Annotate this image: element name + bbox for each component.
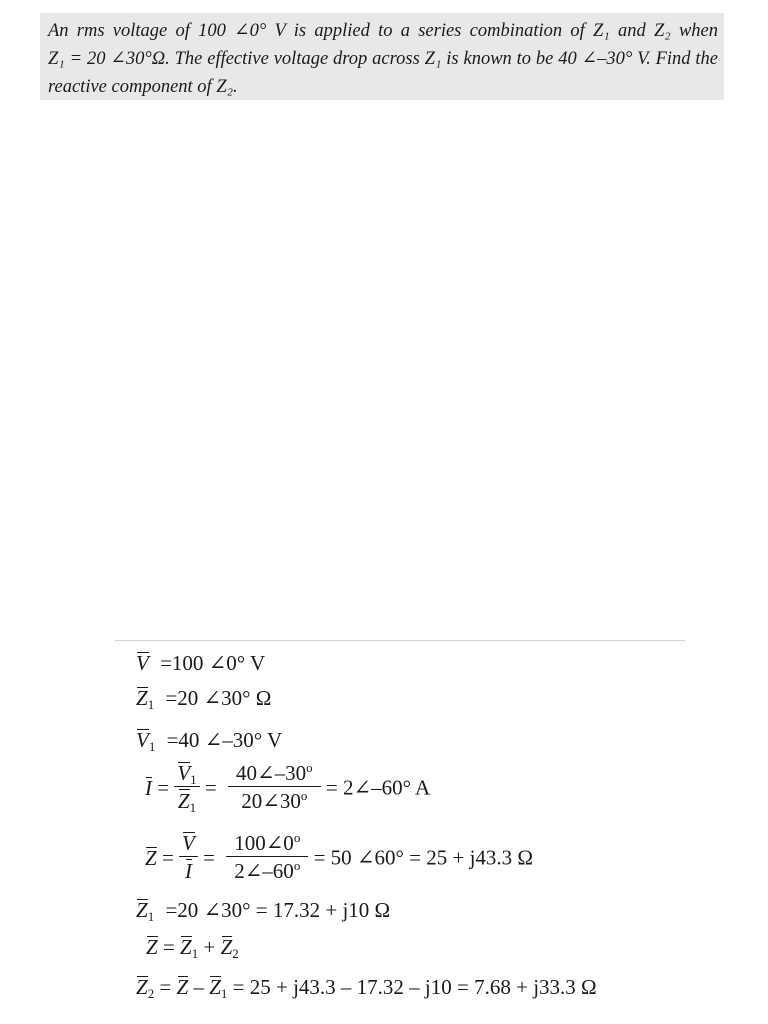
subscript: 1 <box>220 986 228 1001</box>
equation-result: = 50 ∠60° = 25 + j43.3 Ω <box>313 845 534 870</box>
symbol-z: Z <box>146 935 158 959</box>
problem-line-3: reactive component of Z₂. <box>48 77 238 97</box>
degree-sup: o <box>306 760 313 775</box>
equation-impedance: Z = $\frac{V}{I}$ = $\frac{100\angle 0^o}{2\angle-60^o}$ = 50 ∠60° = 25 + j43.3 Ω <box>145 830 534 883</box>
symbol-z1: Z <box>209 975 221 999</box>
subscript: 2 <box>232 946 239 961</box>
equation-z1-rect <box>136 897 390 923</box>
equation-rhs: =100 ∠0° V <box>160 651 266 675</box>
symbol-i: I <box>145 775 152 800</box>
numerator: V <box>182 831 195 855</box>
degree-sup: o <box>293 830 301 845</box>
equation-rhs: =20 ∠30° = 17.32 + j10 Ω <box>165 898 391 922</box>
symbol-v: V <box>136 728 149 752</box>
degree-sup: o <box>293 858 301 873</box>
denominator: 20∠30 <box>241 789 301 813</box>
equation-rhs: =20 ∠30° Ω <box>165 686 272 710</box>
numerator: 100∠0 <box>234 831 294 855</box>
subscript: 1 <box>191 946 199 961</box>
symbol-z: Z <box>176 975 189 999</box>
degree-sup: o <box>300 788 308 803</box>
numerator: V <box>177 761 191 785</box>
problem-statement <box>40 13 724 100</box>
fraction-values <box>228 760 321 815</box>
symbol-z2: Z <box>220 935 233 959</box>
denominator: I <box>184 859 192 883</box>
operator: = <box>162 935 181 959</box>
subscript: 2 <box>147 986 155 1001</box>
numerator: 40∠–30 <box>236 761 307 785</box>
equation-rhs: =40 ∠–30° V <box>166 728 283 752</box>
symbol-v: V <box>136 651 149 675</box>
equation-rhs: = 25 + j43.3 – 17.32 – j10 = 7.68 + j33.3 Ω <box>232 975 597 999</box>
equation-z2-result <box>136 974 597 1000</box>
equation-voltage <box>136 650 265 676</box>
fraction-v1-over-z1 <box>174 760 199 815</box>
subscript: 1 <box>190 772 197 787</box>
symbol-z: Z <box>136 898 148 922</box>
subscript: 1 <box>148 739 156 754</box>
equation-v1 <box>136 727 282 753</box>
fraction-values <box>226 830 308 885</box>
symbol-z2: Z <box>136 975 148 999</box>
problem-line-2: Z₁ = 20 ∠30°Ω. The effective voltage drop across Z₁ is known to be 40 ∠–30° V. Find the <box>48 49 718 69</box>
equation-current: I = $\frac{V_1}{Z_1}$ = $\frac{40\angle-30^o}{20\angle 30^o}$ = 2∠–60° A <box>145 760 431 815</box>
operator: – <box>193 975 210 999</box>
problem-line-1: An rms voltage of 100 ∠0° V is applied to a series combination of Z₁ and Z₂ when <box>48 21 718 41</box>
equation-result: = 2∠–60° A <box>325 775 431 800</box>
subscript: 1 <box>147 697 155 712</box>
equation-series-sum <box>146 934 239 960</box>
denominator: 2∠–60 <box>234 859 294 883</box>
subscript: 1 <box>189 800 197 815</box>
symbol-z1: Z <box>180 935 192 959</box>
fraction-v-over-i <box>179 830 198 885</box>
equation-z1 <box>136 685 271 711</box>
symbol-z: Z <box>136 686 148 710</box>
subscript: 1 <box>147 909 155 924</box>
symbol-z: Z <box>145 845 157 870</box>
denominator: Z <box>177 789 190 813</box>
operator: + <box>203 935 221 959</box>
operator: = <box>159 975 177 999</box>
section-divider <box>115 640 685 641</box>
